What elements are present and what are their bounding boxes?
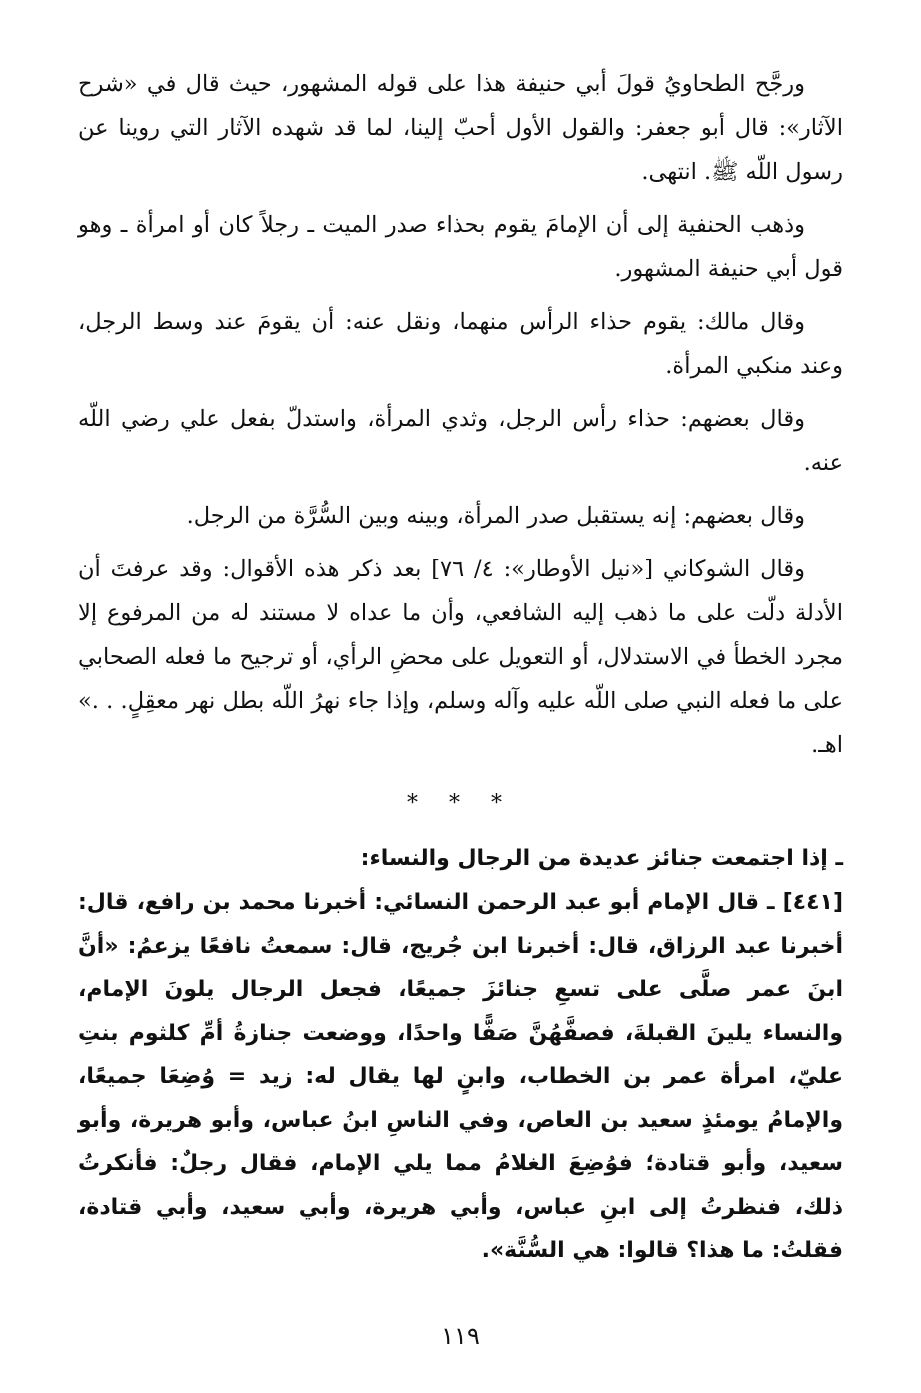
page-number: ١١٩ <box>441 1322 480 1350</box>
paragraph-shawkani: وقال الشوكاني [«نيل الأوطار»: ٤/ ٧٦] بعد ذكر هذه الأقوال: وقد عرفتَ أن الأدلة دلّت على ما ذهب إليه الشافعي، وأن ما عداه لا مستند له من المرفوع إلا مجرد الخطأ في الاستدلال، أو التعويل على محضِ الرأي، أو ترجيح ما فعله الصحابي على ما فعله النبي صلى اللّه عليه وآله وسلم، وإذا جاء نهرُ اللّه بطل نهر معقِلٍ. . .» اهـ. <box>78 556 843 758</box>
paragraph-some-said-head: وقال بعضهم: حذاء رأس الرجل، وثدي المرأة، واستدلّ بفعل علي رضي اللّه عنه. <box>78 406 843 476</box>
paragraph-hanafiyya: وذهب الحنفية إلى أن الإمامَ يقوم بحذاء صدر الميت ـ رجلاً كان أو امرأة ـ وهو قول أبي حنيفة المشهور. <box>78 212 843 282</box>
section-heading: ـ إذا اجتمعت جنائز عديدة من الرجال والنساء: <box>360 846 843 871</box>
hadith-441: [٤٤١] ـ قال الإمام أبو عبد الرحمن النسائي: أخبرنا محمد بن رافع، قال: أخبرنا عبد الرزاق، قال: أخبرنا ابن جُريج، قال: سمعتُ نافعًا يزعمُ: «أنَّ ابنَ عمر صلَّى على تسعِ جنائزَ جميعًا، فجعل الرجال يلونَ الإمام، والنساء يلينَ القبلةَ، فصفَّهُنَّ صَفًّا واحدًا، ووضعت جنازةُ أمِّ كلثوم بنتِ عليّ، امرأة عمر بن الخطاب، وابنٍ لها يقال له: زيد = وُضِعَا جميعًا، والإمامُ يومئذٍ سعيد بن العاص، وفي الناسِ ابنُ عباس، وأبو هريرة، وأبو سعيد، وأبو قتادة؛ فوُضِعَ الغلامُ مما يلي الإمام، فقال رجلٌ: فأنكرتُ ذلك، فنظرتُ إلى ابنِ عباس، وأبي هريرة، وأبي سعيد، وأبي قتادة، فقلتُ: ما هذا؟ قالوا: هي السُّنَّة». <box>78 890 843 1263</box>
paragraph-malik: وقال مالك: يقوم حذاء الرأس منهما، ونقل عنه: أن يقومَ عند وسط الرجل، وعند منكبي المرأة. <box>78 309 843 379</box>
section-separator: * * * <box>407 791 514 816</box>
paragraph-tahawi: ورجَّح الطحاويُ قولَ أبي حنيفة هذا على قوله المشهور، حيث قال في «شرح الآثار»: قال أبو جعفر: والقول الأول أحبّ إلينا، لما قد شهده الآثار التي روينا عن رسول اللّه ﷺ. انتهى. <box>78 71 843 185</box>
paragraph-some-said-chest: وقال بعضهم: إنه يستقبل صدر المرأة، وبينه وبين السُّرَّة من الرجل. <box>186 503 805 529</box>
